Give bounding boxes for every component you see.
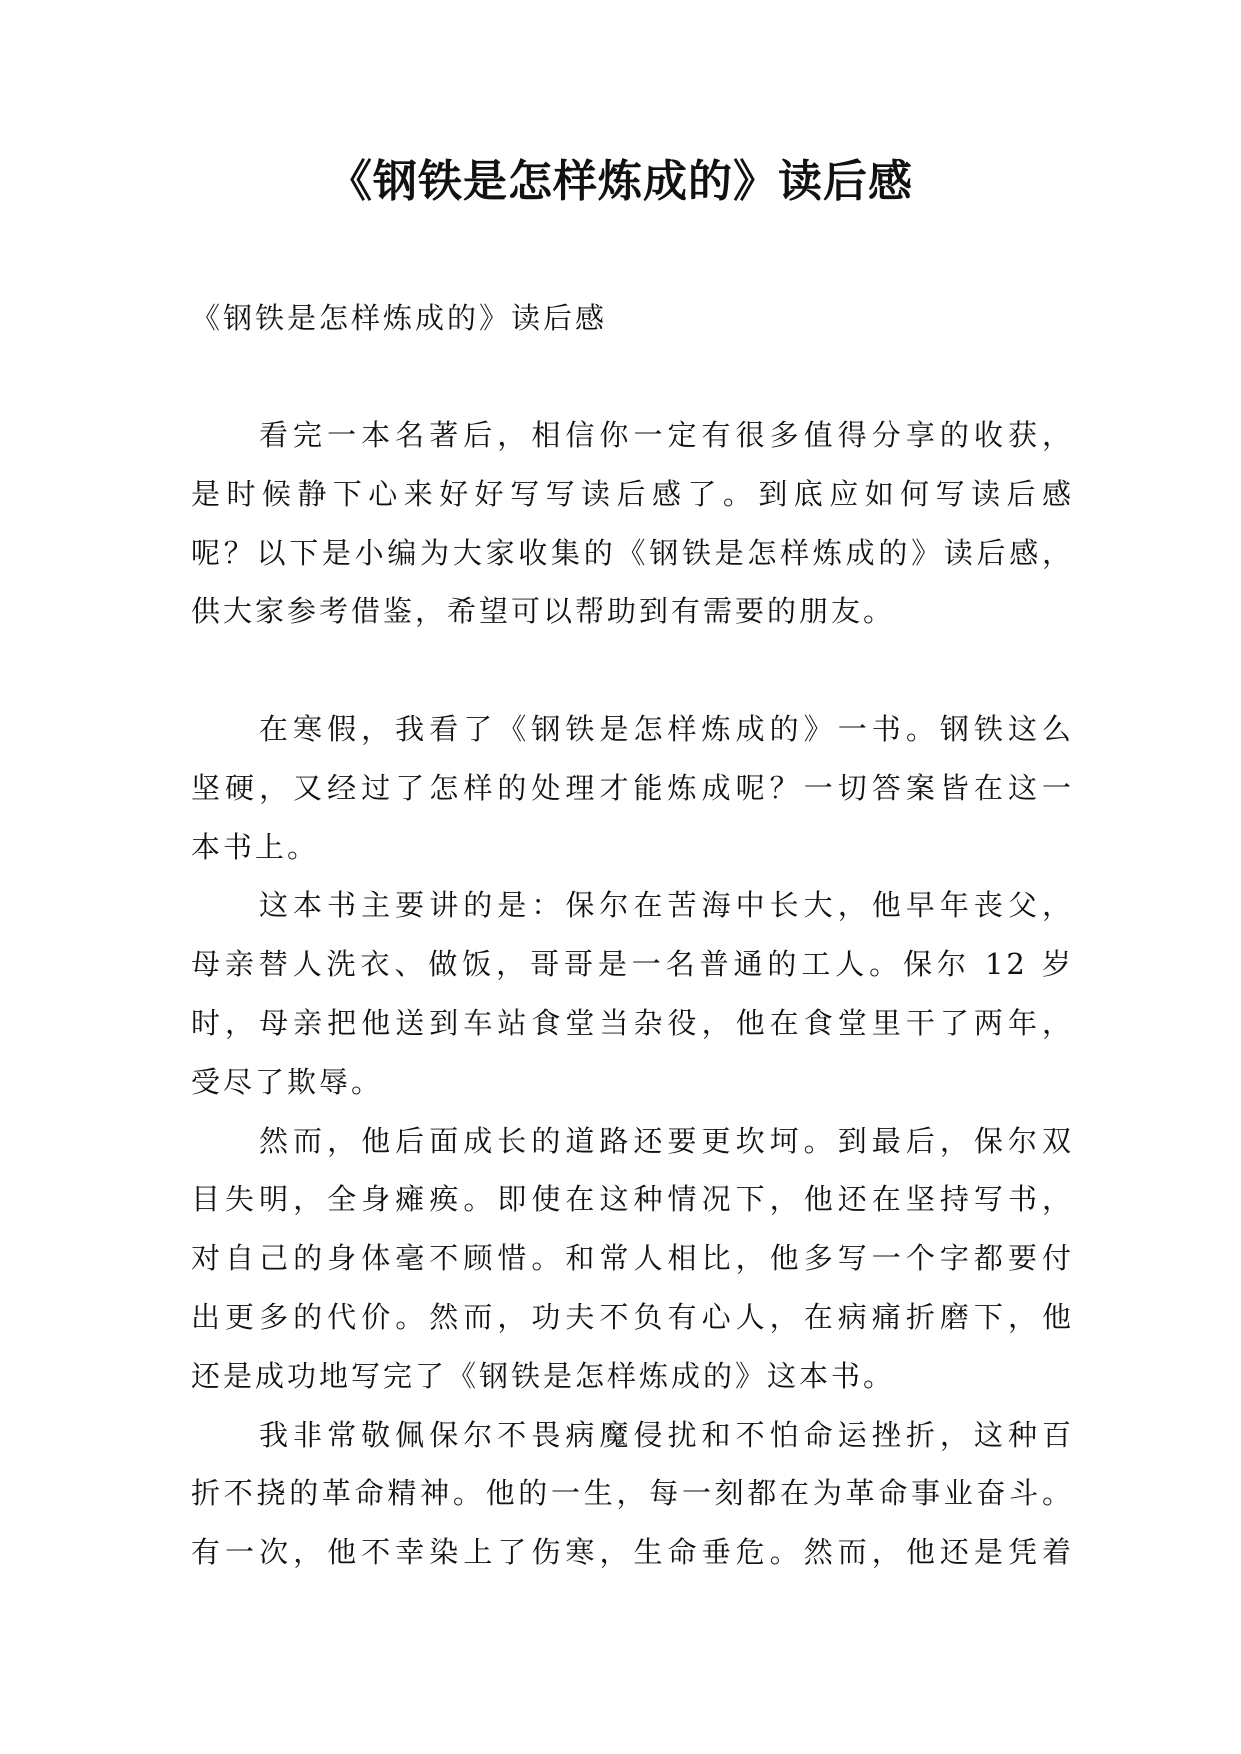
text-line: 还是成功地写完了《钢铁是怎样炼成的》这本书。 [191, 1358, 896, 1393]
text-line: 目失明，全身瘫痪。即使在这种情况下，他还在坚持写书， [191, 1182, 1074, 1217]
paragraph [191, 1112, 1074, 1406]
text-line: 看完一本名著后，相信你一定有很多值得分享的收获， [259, 418, 1074, 452]
text-line: 出更多的代价。然而，功夫不负有心人，在病痛折磨下，他 [191, 1299, 1074, 1334]
paragraph-intro [191, 406, 1074, 641]
document-subtitle: 《钢铁是怎样炼成的》读后感 [191, 301, 608, 335]
text-line: 对自己的身体毫不顾惜。和常人相比，他多写一个字都要付 [191, 1241, 1074, 1276]
document-title: 《钢铁是怎样炼成的》读后感 [328, 156, 913, 207]
paragraph [191, 700, 1074, 876]
paragraph [191, 1406, 1074, 1582]
text-line: 折不挠的革命精神。他的一生，每一刻都在为革命事业奋斗。 [191, 1476, 1074, 1511]
text-line: 供大家参考借鉴，希望可以帮助到有需要的朋友。 [191, 594, 896, 629]
text-line: 呢？以下是小编为大家收集的《钢铁是怎样炼成的》读后感， [191, 535, 1074, 570]
paragraph [191, 876, 1074, 1111]
text-line: 本书上。 [191, 829, 320, 864]
text-line: 有一次，他不幸染上了伤寒，生命垂危。然而，他还是凭着 [191, 1535, 1074, 1570]
text-line: 时，母亲把他送到车站食堂当杂役，他在食堂里干了两年， [191, 1005, 1074, 1040]
text-line: 然而，他后面成长的道路还要更坎坷。到最后，保尔双 [259, 1123, 1074, 1158]
text-line: 在寒假，我看了《钢铁是怎样炼成的》一书。钢铁这么 [259, 711, 1074, 746]
text-line: 受尽了欺辱。 [191, 1064, 384, 1099]
document-body [191, 406, 1074, 1582]
text-line: 坚硬，又经过了怎样的处理才能炼成呢？一切答案皆在这一 [191, 770, 1074, 805]
text-line: 是时候静下心来好好写写读后感了。到底应如何写读后感 [191, 476, 1074, 511]
text-line: 这本书主要讲的是：保尔在苦海中长大，他早年丧父， [259, 888, 1074, 923]
text-line: 我非常敬佩保尔不畏病魔侵扰和不怕命运挫折，这种百 [259, 1417, 1074, 1452]
text-line: 母亲替人洗衣、做饭，哥哥是一名普通的工人。保尔 12 岁 [191, 947, 1074, 982]
